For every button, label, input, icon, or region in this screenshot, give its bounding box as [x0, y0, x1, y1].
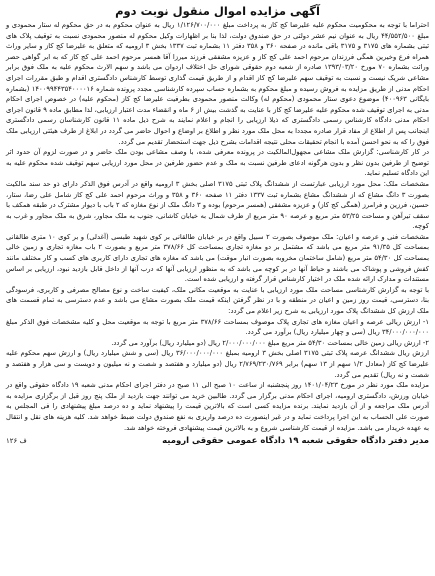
notice-footer	[6, 436, 429, 446]
signature-line: مدیر دفتر دادگاه حقوقی شعبه ۱۹ دادگاه عمومی حقوقی ارومیه	[162, 436, 429, 447]
notice-paragraph: با توجه به گزارش کارشناسی مساحت ملک مورد ارزیابی با عنایت به موقعیت مکانی ملک، کیفیت ساخت و نوع مصالح مصرفی و کاربری، فرسودگی بنا، دسترسی، قیمت روز زمین و اعیان در منطقه و با در نظر گرفتن اینکه قیمت ملک بصورت مشاع می باشد و عدم دسترسی به تمام قسمت های ملک ارزش کل ششدانگ پلاک مورد ارزیابی به شرح زیر اعلام می گردد:	[6, 285, 429, 316]
notice-paragraph: ۲- ارزش ریالی زمین خالی بمساحت ۵۴/۳۰ متر مربع مبلغ ۲/۰۰۰/۰۰۰/۰۰۰ ریال (دو میلیارد ریال) برآورد می گردد.	[111, 338, 429, 347]
notice-paragraph: مزایده ملک مورد نظر در مورخ ۱۴۰۱/۰۴/۲۳ روز پنجشنبه از ساعت ۱۰ صبح الی ۱۱ صبح در دفتر اجرای احکام مدنی شعبه ۱۹ دادگاه حقوقی واقع در خیابان ورزش، دادگستری ارومیه، اجرای احکام مدنی برگزار می گردد. طالبین خرید می توانند جهت بازدید از ملک پنج روز قبل از برگزاری مزایده به آدرس ملک مراجعه و از آن بازدید نمایند. برنده مزایده کسی است که بالاترین قیمت را پیشنهاد نماید و ده درصد مبلغ پیشنهادی را فی المجلس به صورت علی الحساب به این اجرا پرداخت نماید و در غیر اینصورت ده درصد واریزی به نفع صندوق دولت ضبط خواهد شد. کلیه هزینه های نقل و انتقال به عهده خریدار می باشد. مزایده از قیمت کارشناسی شروع و به بالاترین قیمت پیشنهادی فروخته خواهد شد.	[6, 381, 429, 432]
notice-paragraph: احتراما با توجه به محکومیت محکوم علیه علیرضا کج کاز به پرداخت مبلغ ۱/۱۲۶/۷۰۰/۰۰۰ ریال به عنوان محکوم به در حق محکوم له ستار محمودی و مبلغ ۴۴/۵۵۲/۵۰۰ ریال به عنوان نیم عشر دولتی در حق صندوق دولت، لذا بنا بر اظهارات وکیل محکوم له منصور محمودی نسبت به توقیف پلاک های ثبتی بشماره های ۳۱۷۵ و ۳۱۷۵ باقی مانده در صفحه ۳۶۰ و ۳۵۸ دفتر ۱۱ بشماره ثبت ۱۳۳۷ بخش ۳ ارومیه که متعلق به علیرضا کج کاز و سایر وراث همراه فرع وخیرین همگی فرزندان مرحوم احمد علی کج کاز و عزیزه مشفقی فرزند میرزا آقا همسر مرحوم احمد علی کج کاز که به ابر گواهی حصر وراثت بشماره ۷۰ مورخ ۱۳۹۳/۰۳/۲۰ صادره از شعبه دوم حقوقی شورای حل اختلاف اردوان می باشد و سهم الارث محکوم علیه به ملک فوق برابر مشاعی شریک نیست و نسبت به توقیف سهم علیرضا کج کاز اقدام و از طریق قیمت گذاری توسط کارشناس دادگستری اقدام و طبق مقررات اجرای احکام مدنی از طریق مزایده به فروش رسیده و مبلغ محکوم به بشماره حساب سپرده کارشناسی مجدد پرونده شماره ۱۴۰۰۹۹۴۴۳۵۴۰۰۰۰۱۶ (بشماره بایگانی ۴۰۰۹۶۳) موضوع دعوی ستار محمودی (محکوم له) وکالت منصور محمودی بطرفیت علیرضا کج کاز (محکوم علیه) در خصوص اجرای احکام مدنی به اجرای توقیف شده محکوم علیه علیرضا کج کاز با عنایت به گذشت بیش از ۶ ماه و انقضاء مدت اعتبار ارزیابی، لذا مطابق ماده ۹ قانون اجرای احکام مدنی دادگاه کارشناس رسمی دادگستری که ذیلا ارزیابی را انجام و اعلام نمایند به شرح ذیل ماده ۱۱ قانون کارشناسان رسمی دادگستری اینجانب پس از اطلاع از مفاد قرار صادره مجددا به محل ملک مورد نظر و اطلاع بر اوضاع و احوال حاضر می گردد در ابلاغ از طرف هیئتی ارزیابی ملک فوق را که به نحو احسن آمده با انجام تحقیقات محلی نتیجه اقدامات بشرح ذیل جهت استحضار تقدیم می گردد.	[6, 21, 430, 146]
notice-paragraph: ۱- ارزش ریالی عرصه و اعیان مغازه های تجاری پلاک موصوف بمساحت ۳۷۸/۶۶ متر مربع با توجه به موقعیت محل و کلیه مشخصات فوق الذکر مبلغ ۳۴/۰۰۰/۰۰۰/۰۰۰ ریال (سی و چهار میلیارد ریال) برآورد می گردد.	[6, 317, 429, 337]
notice-title: آگهی مزایده اموال منقول نوبت دوم	[115, 4, 320, 18]
notice-paragraph: مشخصات فنی و عرصه و اعیان: ملک موصوف بصورت ۲ سبیل واقع در بر خیابان طالقانی بر کوی شهید طبسی (آغدلی) و بر کوی ۱۰ متری طالقانی بمساحت کل ۹۱/۳۵ متر مربع می باشد که مشتمل بر دو مغازه تجاری بمساحت کل ۳۷۸/۶۶ متر مربع و بصورت ۲ باب مغازه تجاری و زمین خالی بمساحت کل ۵۴/۳۰ متر مربع (شامل ساختمان مخروبه بصورت انبار موقت) می باشد که مغازه های تجاری دارای کاربری های کسب و کار مختلف مانند کفش فروشی و پوشاک می باشند و حیاط آنها در بر کوچه می باشد که به منظور ارزیابی آنها که درب آنها از داخل قابل بازدید نبود، ارزیابی بر اساس مستندات و مدارک ارائه شده ملک در اختیار کارشناس قرار گرفته و ارزیابی شده است.	[6, 232, 430, 284]
notice-code: ف ۱۲۶	[6, 437, 27, 446]
notice-paragraph: در کار کارشناسی: گزارش ملک مشاعی مجهول‌المالکیت در پرونده معرفی شده، با وصف مشاعی بودن ملک حاضر و در صورت لزوم آن حدود اثر توضیح از طرفین بدون نظر و بدون هرگونه ادعای طرفین نسبت به ملک و عدم حضور طرفین در محل مورد ارزیابی سهم توقیف شده محکوم علیه به این دادگاه تسلیم نماید.	[6, 148, 429, 178]
notice-paragraph: ارزش ریال ششدانگ عرصه پلاک ثبتی ۳۱۷۵ اصلی بخش ۳ ارومیه بمبلغ ۳۶/۰۰۰/۰۰۰/۰۰۰ ریال (سی و شش میلیارد ریال) و ارزش سهم محکوم علیه علیرضا کج کاز (معادل ۱/۲ سهم از ۱۳ سهم) برابر ۲/۷۶۹/۲۳۰/۷۶۹ ریال (دو میلیارد و هفتصد و شصت و نه میلیون و دویست و سی هزار و هفتصد و شصت و نه ریال) تقدیم می گردد.	[6, 349, 429, 379]
notice-paragraph: مشخصات ملک: محل مورد ارزیابی عبارتست از ششدانگ پلاک ثبتی ۳۱۷۵ اصلی بخش ۳ ارومیه واقع در آدرس فوق الذکر دارای ذو حد سند مالکیت بصورت ۳ دانگ مشاع که از ششدانگ مشاع بشماره ثبت ۱۳۳۷ دفتر ۱۱ صفحه ۳۶۰ و ۳۵۸ و وراث مرحوم احمد علی کج کاز شامل علی رضا، ستار، حسین، فرزین و فرامرز (همگی کج کاز) و عزیزه مشفقی (همسر مرحوم) بوده و ۳ دانگ ملک از نوع مغازه که ۲ باب با دیوار مشترک در طبقه همکف با سقف تیرآهن و مساحت ۵۳/۲۵ متر مربع و عرصه ۹۰ متر مربع از طرف شمال به خیابان کاشانی، جنوب به ملک مجاور، شرق به ملک مجاور و غرب به کوچه.	[6, 179, 430, 231]
